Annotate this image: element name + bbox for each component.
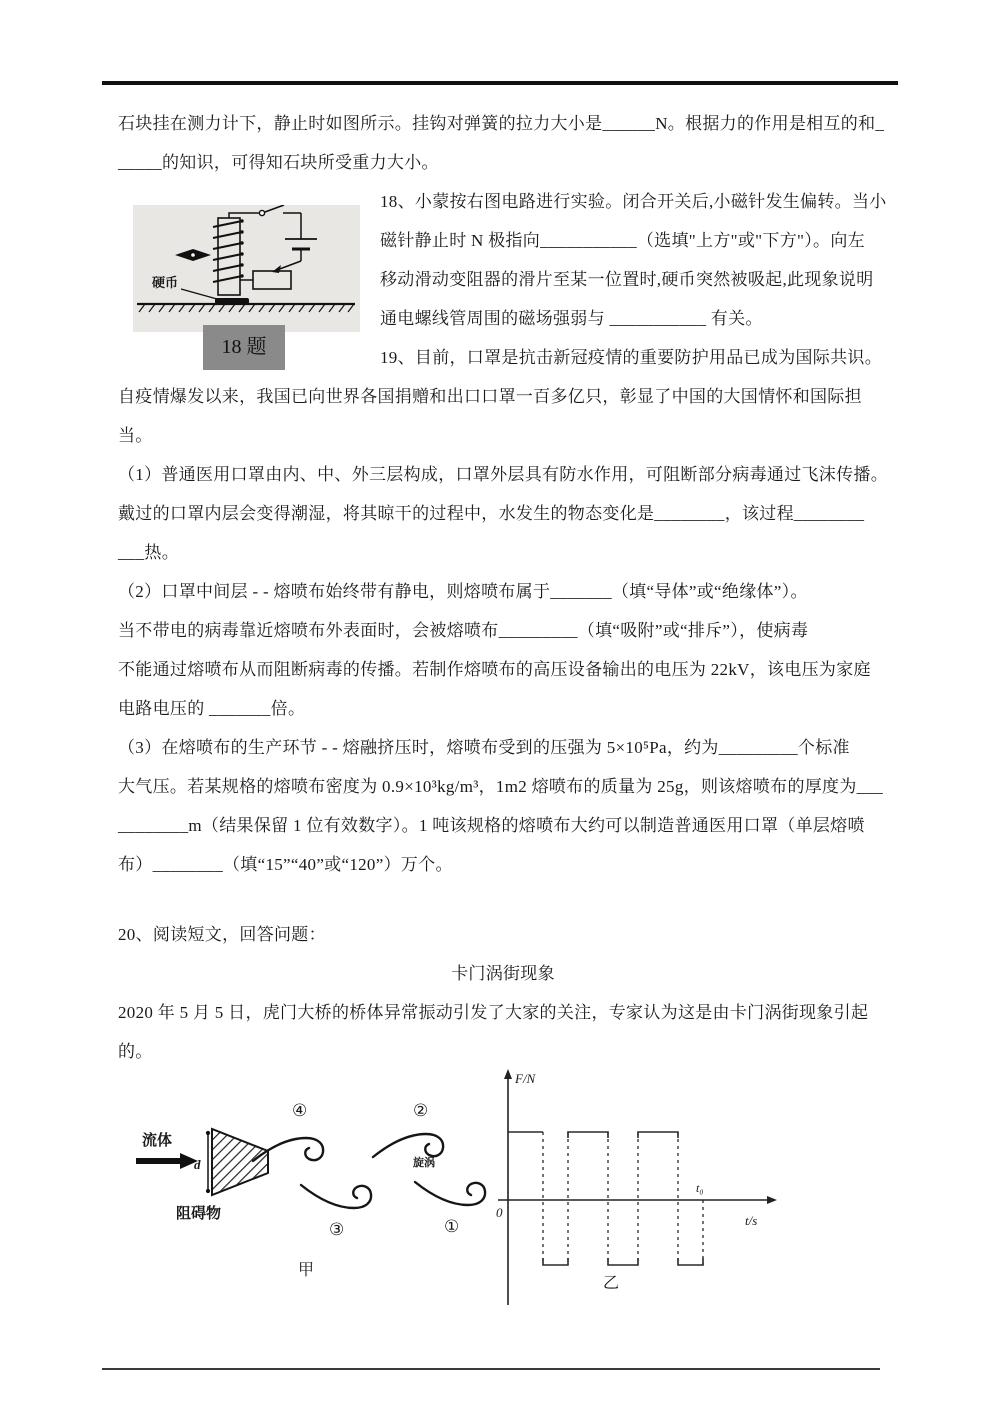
question-19-part3-line: ________m（结果保留 1 位有效数字）。1 吨该规格的熔喷布大约可以制造普通医用口罩（单层熔喷 bbox=[118, 816, 865, 835]
question-19-line: 当。 bbox=[118, 426, 153, 445]
question-20-heading: 20、阅读短文，回答问题： bbox=[118, 925, 326, 944]
figure-caption-yi: 乙 bbox=[603, 1275, 620, 1292]
question-18-line: 移动滑动变阻器的滑片至某一位置时,硬币突然被吸起,此现象说明 bbox=[380, 270, 874, 289]
y-axis-arrow bbox=[504, 1069, 512, 1079]
graph-axes bbox=[498, 1075, 771, 1305]
vortex-number-3: ③ bbox=[329, 1220, 345, 1239]
question-19-part2-line: 不能通过熔喷布从而阻断病毒的传播。若制作熔喷布的高压设备输出的电压为 22kV，该电压为家庭 bbox=[118, 660, 871, 679]
force-time-graph bbox=[493, 1065, 793, 1310]
vortex-swirl bbox=[415, 1182, 485, 1205]
wave-dashed-verticals bbox=[543, 1132, 703, 1265]
question-19-part3-line: 布）________（填“15”“40”或“120”）万个。 bbox=[118, 855, 453, 874]
top-rule bbox=[102, 81, 898, 85]
vortex-number-2: ② bbox=[413, 1101, 429, 1120]
figure-caption-jia: 甲 bbox=[298, 1262, 315, 1279]
dimension-line bbox=[206, 1131, 209, 1192]
question-17-line: 石块挂在测力计下，静止时如图所示。挂钩对弹簧的拉力大小是______N。根据力的作用是相互的和_ bbox=[118, 114, 885, 133]
question-19-line: 19、目前，口罩是抗击新冠疫情的重要防护用品已成为国际共识。 bbox=[380, 348, 882, 367]
y-axis-label: F/N bbox=[515, 1071, 536, 1086]
reading-title: 卡门涡街现象 bbox=[451, 964, 555, 983]
question-18-line: 18、小蒙按右图电路进行实验。闭合开关后,小磁针发生偏转。当小 bbox=[380, 192, 887, 211]
question-19-part1-line: （1）普通医用口罩由内、中、外三层构成，口罩外层具有防水作用，可阻断部分病毒通过飞沫传播。 bbox=[118, 465, 888, 484]
coin-label: 硬币 bbox=[152, 275, 179, 290]
vortex-swirl bbox=[301, 1185, 371, 1208]
question-18-line: 磁针静止时 N 极指向___________（选填"上方"或"下方"）。向左 bbox=[380, 231, 865, 250]
vortex-swirl bbox=[373, 1134, 443, 1157]
question-19-part2-line: 电路电压的 _______倍。 bbox=[118, 699, 306, 718]
bottom-rule bbox=[102, 1368, 880, 1370]
fluid-label: 流体 bbox=[142, 1133, 173, 1149]
question-20-figures bbox=[128, 1065, 888, 1310]
vortex-street-diagram bbox=[128, 1065, 493, 1310]
d-label: d bbox=[194, 1157, 201, 1172]
x-axis-arrow bbox=[767, 1196, 777, 1204]
vortex-label: 旋涡 bbox=[413, 1157, 435, 1169]
wave-low-segments bbox=[543, 1258, 703, 1265]
figure-caption-18: 18 题 bbox=[203, 325, 285, 370]
vortex-number-4: ④ bbox=[292, 1101, 308, 1120]
flow-arrow-icon bbox=[136, 1153, 198, 1169]
question-17-line: _____的知识，可得知石块所受重力大小。 bbox=[118, 153, 439, 172]
question-20-line: 2020 年 5 月 5 日，虎门大桥的桥体异常振动引发了大家的关注，专家认为这是由卡门涡街现象引起 bbox=[118, 1003, 869, 1022]
obstacle-wedge bbox=[212, 1129, 268, 1195]
question-19-part1-line: ___热。 bbox=[118, 543, 179, 562]
question-18-line: 通电螺线管周围的磁场强弱与 ___________ 有关。 bbox=[380, 309, 763, 328]
obstacle-label: 阻碍物 bbox=[176, 1206, 222, 1222]
page-content bbox=[118, 104, 888, 1310]
question-20-line: 的。 bbox=[118, 1042, 153, 1061]
origin-label: 0 bbox=[496, 1205, 503, 1220]
question-19-part2-line: 当不带电的病毒靠近熔喷布外表面时，会被熔喷布_________（填“吸附”或“排斥”），使病毒 bbox=[118, 621, 809, 640]
t0-label: t₀ bbox=[696, 1181, 704, 1195]
question-19-part2-line: （2）口罩中间层 - - 熔喷布始终带有静电，则熔喷布属于_______（填“导体”或“绝缘体”）。 bbox=[118, 582, 808, 601]
question-19-part1-line: 戴过的口罩内层会变得潮湿，将其晾干的过程中，水发生的物态变化是________，该过程________ bbox=[118, 504, 865, 523]
vortex-number-1: ① bbox=[444, 1217, 460, 1236]
question-19-part3-line: 大气压。若某规格的熔喷布密度为 0.9×10³kg/m³，1m2 熔喷布的质量为 25g，则该熔喷布的厚度为___ bbox=[118, 777, 884, 796]
x-axis-label: t/s bbox=[745, 1213, 758, 1228]
wave-high-segments bbox=[508, 1132, 678, 1138]
question-19-line: 自疫情爆发以来，我国已向世界各国捐赠和出口口罩一百多亿只，彰显了中国的大国情怀和国际担 bbox=[118, 387, 862, 406]
question-19-part3-line: （3）在熔喷布的生产环节 - - 熔融挤压时，熔喷布受到的压强为 5×10⁵Pa，约为_________个标准 bbox=[118, 738, 850, 757]
